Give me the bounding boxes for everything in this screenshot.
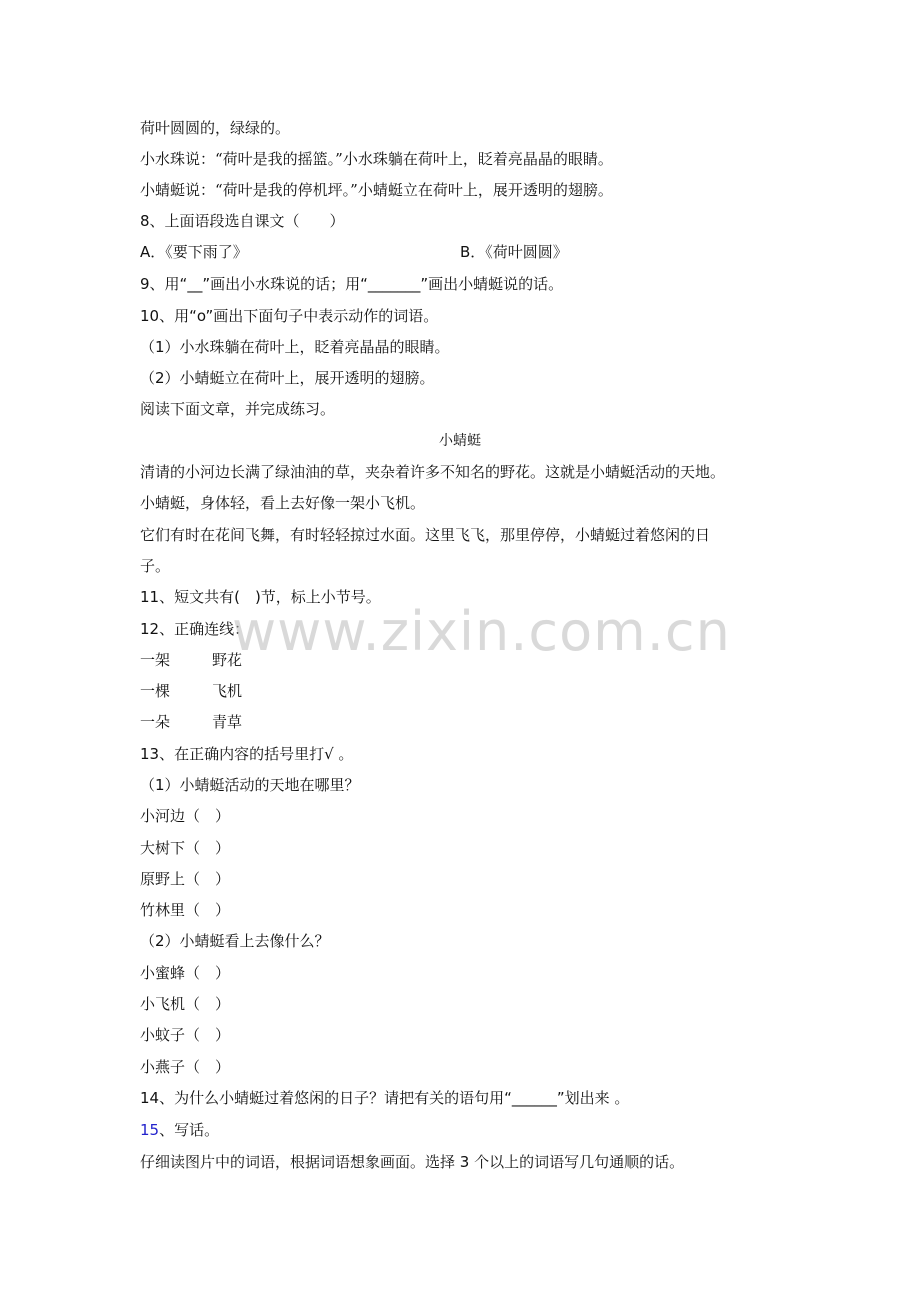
passage-line-1: 荷叶圆圆的，绿绿的。 xyxy=(140,119,291,137)
match-right-1: 野花 xyxy=(212,651,243,669)
match-left-1: 一架 xyxy=(140,651,171,669)
question-15-text: 仔细读图片中的词语，根据词语想象画面。选择 3 个以上的词语写几句通顺的话。 xyxy=(140,1153,685,1171)
q13-option: 大树下（ ） xyxy=(140,839,231,857)
match-left-2: 一棵 xyxy=(140,682,171,700)
match-left-3: 一朵 xyxy=(140,713,171,731)
q13-sub-question-2: （2）小蜻蜓看上去像什么？ xyxy=(140,932,330,950)
q10-sentence-2: （2）小蜻蜓立在荷叶上，展开透明的翅膀。 xyxy=(140,369,435,387)
question-15 xyxy=(140,1120,219,1140)
article-line-2: 小蜻蜓，身体轻，看上去好像一架小飞机。 xyxy=(140,494,426,512)
reading-instruction: 阅读下面文章，并完成练习。 xyxy=(140,400,336,418)
q8-option-b: B．《荷叶圆圆》 xyxy=(460,243,568,261)
article-line-3: 它们有时在花间飞舞，有时轻轻掠过水面。这里飞飞，那里停停，小蜻蜓过着悠闲的日 xyxy=(140,526,711,544)
q13-option: 原野上（ ） xyxy=(140,870,231,888)
match-right-2: 飞机 xyxy=(212,682,243,700)
q13-option: 竹林里（ ） xyxy=(140,901,231,919)
passage-line-3: 小蜻蜓说：“荷叶是我的停机坪。”小蜻蜓立在荷叶上，展开透明的翅膀。 xyxy=(140,181,613,199)
q13-option: 小蚊子（ ） xyxy=(140,1026,231,1044)
question-11: 11、短文共有( )节，标上小节号。 xyxy=(140,588,381,606)
q8-option-a: A．《要下雨了》 xyxy=(140,243,248,261)
question-10: 10、用“o”画出下面句子中表示动作的词语。 xyxy=(140,307,439,325)
q10-sentence-1: （1）小水珠躺在荷叶上，眨着亮晶晶的眼睛。 xyxy=(140,338,450,356)
question-8: 8、上面语段选自课文（ ） xyxy=(140,212,345,230)
article-title: 小蜻蜓 xyxy=(439,433,481,449)
watermark: www.zixin.com.cn xyxy=(232,600,731,663)
match-right-3: 青草 xyxy=(212,713,243,731)
question-9: 9、用“__”画出小水珠说的话；用“_______”画出小蜻蜓说的话。 xyxy=(140,275,564,293)
article-line-4: 子。 xyxy=(140,557,171,575)
question-14: 14、为什么小蜻蜓过着悠闲的日子？请把有关的语句用“______”划出来 。 xyxy=(140,1089,630,1107)
question-13: 13、在正确内容的括号里打√ 。 xyxy=(140,745,354,763)
passage-line-2: 小水珠说：“荷叶是我的摇篮。”小水珠躺在荷叶上，眨着亮晶晶的眼睛。 xyxy=(140,150,613,168)
q13-sub-question-1: （1）小蜻蜓活动的天地在哪里？ xyxy=(140,776,360,794)
question-15-number: 15 xyxy=(140,1121,160,1139)
article-line-1: 清请的小河边长满了绿油油的草，夹杂着许多不知名的野花。这就是小蜻蜓活动的天地。 xyxy=(140,463,726,481)
question-15-label: 、写话。 xyxy=(159,1121,220,1139)
q13-option: 小蜜蜂（ ） xyxy=(140,964,231,982)
question-12: 12、正确连线： xyxy=(140,620,250,638)
q13-option: 小燕子（ ） xyxy=(140,1058,231,1076)
q13-option: 小河边（ ） xyxy=(140,807,231,825)
q13-option: 小飞机（ ） xyxy=(140,995,231,1013)
